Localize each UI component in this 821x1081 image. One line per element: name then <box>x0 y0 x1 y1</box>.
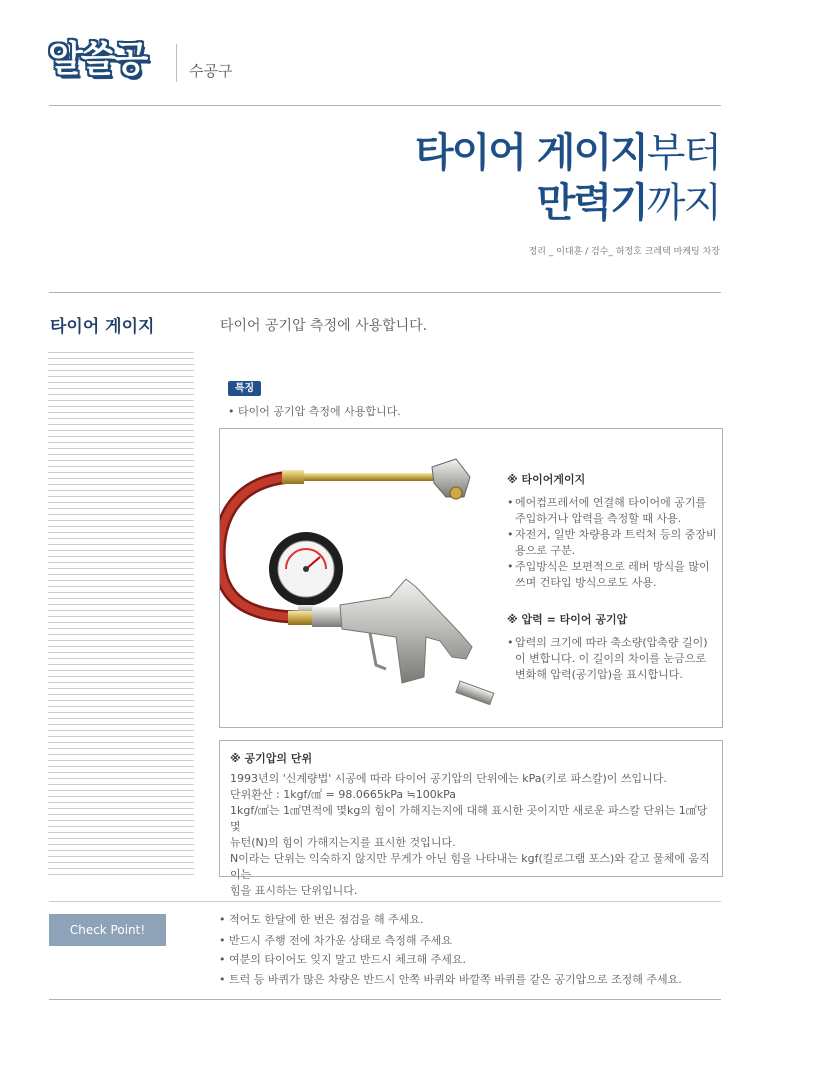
note2-title: ※ 압력 = 타이어 공기압 <box>507 613 628 626</box>
product-image-box <box>219 428 723 728</box>
feature-badge: 특징 <box>228 381 261 396</box>
unit-box-title: ※ 공기압의 단위 <box>230 752 313 765</box>
note1-bullet-text: 주입방식은 보편적으로 레버 방식을 많이 쓰며 건타입 방식으로도 사용. <box>515 560 710 589</box>
check-point-item: • 트럭 등 바퀴가 많은 차량은 반드시 안쪽 바퀴와 바깥쪽 바퀴를 같은 공기압으로 조정해 주세요. <box>219 973 682 986</box>
magazine-logo: 알쓸공 <box>48 39 147 80</box>
pressure-unit-box <box>219 740 723 897</box>
check-point-item-text: 여분의 타이어도 잊지 말고 반드시 체크해 주세요. <box>229 953 466 966</box>
section-rule <box>49 292 721 293</box>
tire-gauge-image <box>220 437 510 707</box>
tire-gauge-notes <box>507 471 717 683</box>
unit-line: N이라는 단위는 익숙하지 않지만 무게가 아닌 힘을 나타내는 kgf(킬로그램 포스)와 같고 물체에 움직이는 <box>230 852 710 881</box>
check-point-item-text: 적어도 한달에 한 번은 점검을 해 주세요. <box>229 913 424 926</box>
checkpoint-top-rule <box>49 901 721 902</box>
note1-bullet: • 에어컴프레서에 연결해 타이어에 공기를 주입하거나 압력을 측정할 때 사용. <box>507 495 717 527</box>
title-line2-bold: 만력기 <box>536 180 647 226</box>
credits: 정리 _ 이대훈 / 검수_ 허정호 크레텍 마케팅 차장 <box>528 247 720 257</box>
check-point-label: Check Point! <box>49 914 166 946</box>
title-line2-light: 까지 <box>646 180 720 226</box>
unit-line: 1993년의 '신계량법' 시공에 따라 타이어 공기압의 단위에는 kPa(키로 파스칼)이 쓰입니다. <box>230 772 667 785</box>
check-point-item: • 여분의 타이어도 잊지 말고 반드시 체크해 주세요. <box>219 953 466 966</box>
unit-line: 힘을 표시하는 단위입니다. <box>230 884 358 897</box>
note1-title: ※ 타이어게이지 <box>507 473 586 486</box>
feature-item-text: 타이어 공기압 측정에 사용합니다. <box>238 405 401 418</box>
section-description: 타이어 공기압 측정에 사용합니다. <box>220 318 428 334</box>
section-title: 타이어 게이지 <box>50 317 155 337</box>
note1-bullet-text: 에어컴프레서에 연결해 타이어에 공기를 주입하거나 압력을 측정할 때 사용. <box>515 496 707 525</box>
footer-rule <box>49 999 721 1000</box>
title-line1-bold: 타이어 게이지 <box>414 130 647 176</box>
check-point-item-text: 반드시 주행 전에 차가운 상태로 측정해 주세요 <box>229 934 452 947</box>
unit-line: 뉴턴(N)의 힘이 가해지는지를 표시한 것입니다. <box>230 836 456 849</box>
note1-bullet-text: 자전거, 일반 차량용과 트럭처 등의 중장비 용으로 구분. <box>515 528 717 557</box>
note2-bullet-text: 압력의 크기에 따라 축소량(압축량 길이)이 변합니다. 이 길이의 차이를 눈금으로 변화해 압력(공기압)을 표시합니다. <box>515 636 708 681</box>
unit-line: 1kgf/㎠는 1㎠면적에 몇kg의 힘이 가해지는지에 대해 표시한 곳이지만 새로운 파스칼 단위는 1㎠당 몇 <box>230 804 708 833</box>
title-line1-light: 부터 <box>646 130 720 176</box>
note2-bullet: • 압력의 크기에 따라 축소량(압축량 길이)이 변합니다. 이 길이의 차이를 눈금으로 변화해 압력(공기압)을 표시합니다. <box>507 635 717 683</box>
category-label: 수공구 <box>189 62 233 80</box>
note1-bullet: • 주입방식은 보편적으로 레버 방식을 많이 쓰며 건타입 방식으로도 사용. <box>507 559 717 591</box>
page-title <box>415 128 720 228</box>
check-point-item: • 반드시 주행 전에 차가운 상태로 측정해 주세요 <box>219 934 452 947</box>
check-point-item-text: 트럭 등 바퀴가 많은 차량은 반드시 안쪽 바퀴와 바깥쪽 바퀴를 같은 공기압으로 조정해 주세요. <box>229 973 682 986</box>
note1-bullet: • 자전거, 일반 차량용과 트럭처 등의 중장비 용으로 구분. <box>507 528 717 557</box>
check-point-item: • 적어도 한달에 한 번은 점검을 해 주세요. <box>219 913 424 926</box>
logo-divider <box>176 44 177 82</box>
header-rule <box>49 105 721 106</box>
decorative-stripes <box>48 352 194 876</box>
unit-line: 단위환산 : 1kgf/㎠ = 98.0665kPa ≒100kPa <box>230 788 457 801</box>
unit-box-text <box>230 771 715 899</box>
feature-item: • 타이어 공기압 측정에 사용합니다. <box>228 405 401 418</box>
